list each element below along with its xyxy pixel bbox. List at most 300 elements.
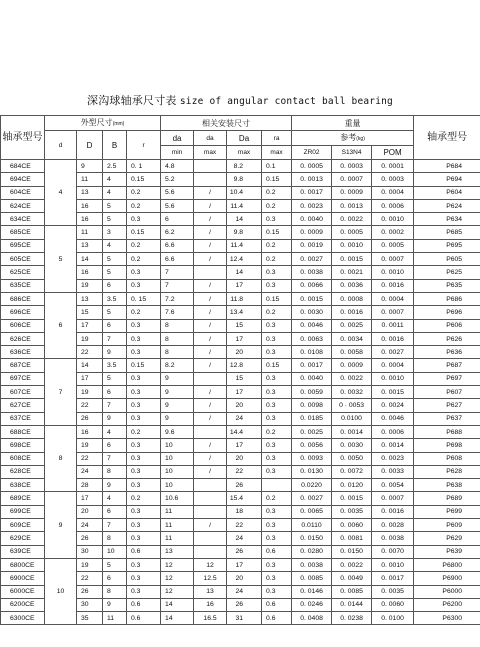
radius-cell: 0.3 <box>127 319 161 332</box>
model-cell: 6200CE <box>1 598 45 611</box>
outer-diameter-cell: 9 <box>77 160 103 173</box>
weight-si3n4-cell: 0. 0081 <box>332 532 372 545</box>
model-plastic-cell: P699 <box>414 505 480 518</box>
radius-cell: 0.3 <box>127 505 161 518</box>
da-min-cell: 9 <box>161 386 194 399</box>
Da-max-cell: 17 <box>227 386 262 399</box>
radius-cell: 0.3 <box>127 399 161 412</box>
da-min-cell: 12 <box>161 572 194 585</box>
ra-max-cell: 0.3 <box>262 386 292 399</box>
model-plastic-cell: P696 <box>414 306 480 319</box>
table-row <box>1 359 480 372</box>
ra-max-cell: 0.2 <box>262 492 292 505</box>
model-cell: 685CE <box>1 226 45 239</box>
ra-max-cell: 0.3 <box>262 452 292 465</box>
table-row <box>1 492 480 505</box>
Da-max-cell: 12.8 <box>227 359 262 372</box>
Da-max-cell: 17 <box>227 279 262 292</box>
header-reference-unit: (kg) <box>356 135 365 142</box>
width-cell: 9 <box>103 598 127 611</box>
outer-diameter-cell: 17 <box>77 372 103 385</box>
weight-pom-cell: 0. 0010 <box>372 266 414 279</box>
model-cell: 604CE <box>1 186 45 199</box>
header-da-max: max <box>194 146 227 160</box>
radius-cell: 0.3 <box>127 519 161 532</box>
width-cell: 3.5 <box>103 292 127 305</box>
radius-cell: 0.3 <box>127 479 161 492</box>
weight-zr02-cell: 0. 0038 <box>292 558 332 571</box>
model-plastic-cell: P684 <box>414 160 480 173</box>
width-cell: 8 <box>103 585 127 598</box>
Da-max-cell: 11.8 <box>227 292 262 305</box>
outer-diameter-cell: 16 <box>77 266 103 279</box>
da-min-cell: 6 <box>161 213 194 226</box>
outer-diameter-cell: 11 <box>77 226 103 239</box>
weight-pom-cell: 0. 0005 <box>372 239 414 252</box>
weight-zr02-cell: 0. 0108 <box>292 346 332 359</box>
weight-zr02-cell: 0. 0030 <box>292 306 332 319</box>
width-cell: 10 <box>103 545 127 558</box>
ra-max-cell: 0.3 <box>262 519 292 532</box>
model-plastic-cell: P639 <box>414 545 480 558</box>
weight-pom-cell: 0. 0054 <box>372 479 414 492</box>
width-cell: 8 <box>103 532 127 545</box>
da-max-cell: / <box>194 199 227 212</box>
width-cell: 4 <box>103 186 127 199</box>
Da-max-cell: 15 <box>227 319 262 332</box>
outer-diameter-cell: 16 <box>77 425 103 438</box>
weight-zr02-cell: 0. 0085 <box>292 572 332 585</box>
outer-diameter-cell: 14 <box>77 253 103 266</box>
model-cell: 698CE <box>1 439 45 452</box>
da-min-cell: 5.6 <box>161 186 194 199</box>
outer-diameter-cell: 22 <box>77 452 103 465</box>
weight-si3n4-cell: 0. 0022 <box>332 213 372 226</box>
width-cell: 8 <box>103 465 127 478</box>
weight-zr02-cell: 0. 0093 <box>292 452 332 465</box>
ra-max-cell: 0.3 <box>262 572 292 585</box>
weight-pom-cell: 0. 0004 <box>372 292 414 305</box>
model-cell: 695CE <box>1 239 45 252</box>
radius-cell: 0.3 <box>127 386 161 399</box>
width-cell: 7 <box>103 519 127 532</box>
radius-cell: 0.6 <box>127 598 161 611</box>
model-cell: 696CE <box>1 306 45 319</box>
weight-pom-cell: 0. 0024 <box>372 399 414 412</box>
Da-max-cell: 26 <box>227 545 262 558</box>
da-max-cell: 16.5 <box>194 612 227 625</box>
outer-diameter-cell: 11 <box>77 173 103 186</box>
ra-max-cell: 0.15 <box>262 226 292 239</box>
da-max-cell: / <box>194 519 227 532</box>
model-plastic-cell: P609 <box>414 519 480 532</box>
Da-max-cell: 12.4 <box>227 253 262 266</box>
da-max-cell: / <box>194 213 227 226</box>
radius-cell: 0.2 <box>127 199 161 212</box>
weight-si3n4-cell: 0. 0015 <box>332 492 372 505</box>
da-max-cell <box>194 425 227 438</box>
weight-zr02-cell: 0. 0130 <box>292 465 332 478</box>
da-min-cell: 9 <box>161 372 194 385</box>
Da-max-cell: 22 <box>227 519 262 532</box>
weight-pom-cell: 0. 0007 <box>372 492 414 505</box>
radius-cell: 0.15 <box>127 173 161 186</box>
radius-cell: 0.2 <box>127 425 161 438</box>
da-min-cell: 10 <box>161 479 194 492</box>
header-reference <box>292 131 414 146</box>
Da-max-cell: 8.2 <box>227 160 262 173</box>
da-min-cell: 5.2 <box>161 173 194 186</box>
radius-cell: 0.6 <box>127 545 161 558</box>
model-plastic-cell: P636 <box>414 346 480 359</box>
Da-max-cell: 13.4 <box>227 306 262 319</box>
ra-max-cell: 0.2 <box>262 306 292 319</box>
table-row <box>1 160 480 173</box>
weight-si3n4-cell: 0. 0025 <box>332 319 372 332</box>
model-plastic-cell: P605 <box>414 253 480 266</box>
weight-si3n4-cell: 0. 0015 <box>332 253 372 266</box>
weight-pom-cell: 0. 0011 <box>372 319 414 332</box>
da-min-cell: 12 <box>161 558 194 571</box>
width-cell: 3.5 <box>103 359 127 372</box>
weight-si3n4-cell: 0. 0016 <box>332 306 372 319</box>
weight-pom-cell: 0. 0010 <box>372 213 414 226</box>
ra-max-cell: 0.2 <box>262 186 292 199</box>
header-r: r <box>127 131 161 160</box>
weight-pom-cell: 0. 0010 <box>372 372 414 385</box>
Da-max-cell: 26 <box>227 479 262 492</box>
ra-max-cell: 0.3 <box>262 346 292 359</box>
model-cell: 609CE <box>1 519 45 532</box>
ra-max-cell: 0.2 <box>262 253 292 266</box>
ra-max-cell: 0.3 <box>262 279 292 292</box>
header-d: d <box>45 131 77 160</box>
ra-max-cell: 0.3 <box>262 399 292 412</box>
model-cell: 635CE <box>1 279 45 292</box>
Da-max-cell: 14 <box>227 213 262 226</box>
table-row <box>1 425 480 438</box>
title-en: size of angular contact ball bearing <box>179 96 393 107</box>
outer-diameter-cell: 13 <box>77 239 103 252</box>
radius-cell: 0.2 <box>127 186 161 199</box>
bearing-size-table <box>0 115 480 625</box>
width-cell: 11 <box>103 612 127 625</box>
weight-si3n4-cell: 0. 0238 <box>332 612 372 625</box>
weight-pom-cell: 0. 0014 <box>372 439 414 452</box>
outer-diameter-cell: 17 <box>77 319 103 332</box>
weight-pom-cell: 0. 0016 <box>372 279 414 292</box>
da-min-cell: 8 <box>161 332 194 345</box>
da-max-cell: / <box>194 399 227 412</box>
model-cell: 686CE <box>1 292 45 305</box>
weight-si3n4-cell: 0. 0085 <box>332 585 372 598</box>
da-min-cell: 7.2 <box>161 292 194 305</box>
outer-diameter-cell: 16 <box>77 199 103 212</box>
Da-max-cell: 20 <box>227 399 262 412</box>
model-cell: 634CE <box>1 213 45 226</box>
model-plastic-cell: P697 <box>414 372 480 385</box>
ra-max-cell: 0.6 <box>262 612 292 625</box>
da-max-cell: / <box>194 253 227 266</box>
width-cell: 6 <box>103 386 127 399</box>
weight-si3n4-cell: 0. 0120 <box>332 479 372 492</box>
model-plastic-cell: P687 <box>414 359 480 372</box>
model-cell: 697CE <box>1 372 45 385</box>
da-max-cell: / <box>194 306 227 319</box>
da-max-cell: / <box>194 239 227 252</box>
weight-zr02-cell: 0. 0013 <box>292 173 332 186</box>
ra-max-cell: 0.1 <box>262 160 292 173</box>
radius-cell: 0.3 <box>127 572 161 585</box>
Da-max-cell: 24 <box>227 532 262 545</box>
model-plastic-cell: P637 <box>414 412 480 425</box>
radius-cell: 0.15 <box>127 359 161 372</box>
radius-cell: 0.3 <box>127 346 161 359</box>
model-plastic-cell: P606 <box>414 319 480 332</box>
weight-zr02-cell: 0. 0280 <box>292 545 332 558</box>
model-cell: 638CE <box>1 479 45 492</box>
weight-si3n4-cell: 0. 0072 <box>332 465 372 478</box>
header-outline-label: 外型尺寸 <box>80 117 113 127</box>
radius-cell: 0.6 <box>127 612 161 625</box>
weight-zr02-cell: 0. 0019 <box>292 239 332 252</box>
radius-cell: 0.3 <box>127 439 161 452</box>
weight-si3n4-cell: 0. 0014 <box>332 425 372 438</box>
radius-cell: 0.3 <box>127 266 161 279</box>
model-cell: 6000CE <box>1 585 45 598</box>
outer-diameter-cell: 13 <box>77 186 103 199</box>
Da-max-cell: 11.4 <box>227 239 262 252</box>
bore-cell: 8 <box>45 425 77 491</box>
weight-zr02-cell: 0. 0023 <box>292 199 332 212</box>
width-cell: 2.5 <box>103 160 127 173</box>
da-min-cell: 12 <box>161 585 194 598</box>
weight-pom-cell: 0. 0060 <box>372 598 414 611</box>
weight-zr02-cell: 0. 0009 <box>292 226 332 239</box>
Da-max-cell: 15 <box>227 372 262 385</box>
width-cell: 5 <box>103 199 127 212</box>
weight-si3n4-cell: 0. 0036 <box>332 279 372 292</box>
da-max-cell <box>194 545 227 558</box>
weight-si3n4-cell: 0. 0009 <box>332 186 372 199</box>
weight-si3n4-cell: 0. 0049 <box>332 572 372 585</box>
weight-zr02-cell: 0. 0066 <box>292 279 332 292</box>
outer-diameter-cell: 15 <box>77 306 103 319</box>
da-max-cell: / <box>194 292 227 305</box>
model-cell: 639CE <box>1 545 45 558</box>
da-min-cell: 14 <box>161 612 194 625</box>
page-title <box>0 92 480 108</box>
width-cell: 4 <box>103 425 127 438</box>
da-max-cell: 12 <box>194 558 227 571</box>
weight-pom-cell: 0. 0015 <box>372 386 414 399</box>
weight-pom-cell: 0. 0007 <box>372 253 414 266</box>
table-row <box>1 226 480 239</box>
weight-zr02-cell: 0. 0146 <box>292 585 332 598</box>
weight-pom-cell: 0. 0035 <box>372 585 414 598</box>
radius-cell: 0.3 <box>127 558 161 571</box>
outer-diameter-cell: 17 <box>77 492 103 505</box>
model-plastic-cell: P628 <box>414 465 480 478</box>
header-ra-max: max <box>262 146 292 160</box>
weight-pom-cell: 0. 0016 <box>372 505 414 518</box>
model-cell: 608CE <box>1 452 45 465</box>
da-max-cell <box>194 479 227 492</box>
weight-zr02-cell: 0. 0040 <box>292 213 332 226</box>
outer-diameter-cell: 19 <box>77 439 103 452</box>
model-plastic-cell: P695 <box>414 239 480 252</box>
weight-zr02-cell: 0.0110 <box>292 519 332 532</box>
da-max-cell: / <box>194 412 227 425</box>
weight-si3n4-cell: 0. 0009 <box>332 359 372 372</box>
weight-pom-cell: 0. 0006 <box>372 425 414 438</box>
weight-zr02-cell: 0. 0059 <box>292 386 332 399</box>
Da-max-cell: 15.4 <box>227 492 262 505</box>
weight-pom-cell: 0. 0028 <box>372 519 414 532</box>
Da-max-cell: 22 <box>227 465 262 478</box>
model-plastic-cell: P6200 <box>414 598 480 611</box>
width-cell: 6 <box>103 572 127 585</box>
width-cell: 6 <box>103 279 127 292</box>
header-reference-label: 参考 <box>340 132 357 142</box>
model-plastic-cell: P629 <box>414 532 480 545</box>
da-max-cell: / <box>194 279 227 292</box>
model-plastic-cell: P698 <box>414 439 480 452</box>
Da-max-cell: 17 <box>227 439 262 452</box>
ra-max-cell: 0.3 <box>262 465 292 478</box>
da-max-cell: 16 <box>194 598 227 611</box>
Da-max-cell: 20 <box>227 346 262 359</box>
weight-pom-cell: 0. 0016 <box>372 332 414 345</box>
weight-pom-cell: 0. 0100 <box>372 612 414 625</box>
da-min-cell: 8.2 <box>161 359 194 372</box>
radius-cell: 0.3 <box>127 332 161 345</box>
weight-si3n4-cell: 0. 0032 <box>332 386 372 399</box>
model-plastic-cell: P685 <box>414 226 480 239</box>
weight-si3n4-cell: 0.0100 <box>332 412 372 425</box>
radius-cell: 0.15 <box>127 226 161 239</box>
radius-cell: 0.3 <box>127 465 161 478</box>
da-max-cell <box>194 372 227 385</box>
da-min-cell: 7.6 <box>161 306 194 319</box>
model-cell: 6300CE <box>1 612 45 625</box>
model-plastic-cell: P6800 <box>414 558 480 571</box>
model-plastic-cell: P6000 <box>414 585 480 598</box>
model-plastic-cell: P624 <box>414 199 480 212</box>
da-min-cell: 9 <box>161 399 194 412</box>
model-plastic-cell: P6300 <box>414 612 480 625</box>
width-cell: 5 <box>103 253 127 266</box>
da-min-cell: 4.8 <box>161 160 194 173</box>
outer-diameter-cell: 26 <box>77 412 103 425</box>
weight-si3n4-cell: 0. 0060 <box>332 519 372 532</box>
da-min-cell: 8 <box>161 346 194 359</box>
radius-cell: 0.2 <box>127 492 161 505</box>
outer-diameter-cell: 26 <box>77 532 103 545</box>
da-max-cell <box>194 505 227 518</box>
header-ra: ra <box>262 131 292 146</box>
outer-diameter-cell: 19 <box>77 279 103 292</box>
da-max-cell <box>194 492 227 505</box>
weight-pom-cell: 0. 0010 <box>372 558 414 571</box>
model-plastic-cell: P627 <box>414 399 480 412</box>
width-cell: 9 <box>103 479 127 492</box>
model-cell: 625CE <box>1 266 45 279</box>
header-outline <box>45 116 161 131</box>
Da-max-cell: 24 <box>227 412 262 425</box>
da-max-cell <box>194 266 227 279</box>
outer-diameter-cell: 20 <box>77 505 103 518</box>
weight-zr02-cell: 0. 0046 <box>292 319 332 332</box>
model-cell: 688CE <box>1 425 45 438</box>
model-cell: 699CE <box>1 505 45 518</box>
da-min-cell: 7 <box>161 279 194 292</box>
table-row <box>1 292 480 305</box>
da-max-cell: / <box>194 226 227 239</box>
da-min-cell: 10.6 <box>161 492 194 505</box>
model-cell: 636CE <box>1 346 45 359</box>
da-max-cell <box>194 532 227 545</box>
bore-cell: 9 <box>45 492 77 558</box>
weight-pom-cell: 0. 0002 <box>372 226 414 239</box>
weight-zr02-cell: 0.0220 <box>292 479 332 492</box>
radius-cell: 0.3 <box>127 213 161 226</box>
model-plastic-cell: P608 <box>414 452 480 465</box>
outer-diameter-cell: 19 <box>77 386 103 399</box>
ra-max-cell: 0.3 <box>262 332 292 345</box>
weight-si3n4-cell: 0. 0058 <box>332 346 372 359</box>
weight-pom-cell: 0. 0027 <box>372 346 414 359</box>
Da-max-cell: 10.4 <box>227 186 262 199</box>
outer-diameter-cell: 19 <box>77 558 103 571</box>
da-max-cell <box>194 160 227 173</box>
table-body <box>1 160 480 625</box>
header-pom: POM <box>372 146 414 160</box>
width-cell: 4 <box>103 239 127 252</box>
weight-pom-cell: 0. 0017 <box>372 572 414 585</box>
Da-max-cell: 14.4 <box>227 425 262 438</box>
da-max-cell: / <box>194 439 227 452</box>
weight-pom-cell: 0. 0038 <box>372 532 414 545</box>
weight-zr02-cell: 0. 0005 <box>292 160 332 173</box>
weight-zr02-cell: 0. 0408 <box>292 612 332 625</box>
weight-si3n4-cell: 0. 0007 <box>332 173 372 186</box>
radius-cell: 0.3 <box>127 585 161 598</box>
model-cell: 606CE <box>1 319 45 332</box>
weight-zr02-cell: 0. 0027 <box>292 492 332 505</box>
ra-max-cell: 0.3 <box>262 266 292 279</box>
width-cell: 4 <box>103 173 127 186</box>
outer-diameter-cell: 26 <box>77 585 103 598</box>
width-cell: 5 <box>103 372 127 385</box>
model-plastic-cell: P688 <box>414 425 480 438</box>
outer-diameter-cell: 14 <box>77 359 103 372</box>
model-cell: 628CE <box>1 465 45 478</box>
bore-cell: 6 <box>45 292 77 358</box>
bore-cell: 5 <box>45 226 77 292</box>
width-cell: 9 <box>103 412 127 425</box>
table-row <box>1 558 480 571</box>
weight-zr02-cell: 0. 0040 <box>292 372 332 385</box>
model-cell: 629CE <box>1 532 45 545</box>
width-cell: 7 <box>103 452 127 465</box>
model-cell: 694CE <box>1 173 45 186</box>
width-cell: 5 <box>103 213 127 226</box>
ra-max-cell: 0.3 <box>262 505 292 518</box>
header-da-small: da <box>194 131 227 146</box>
model-plastic-cell: P604 <box>414 186 480 199</box>
da-min-cell: 10 <box>161 465 194 478</box>
